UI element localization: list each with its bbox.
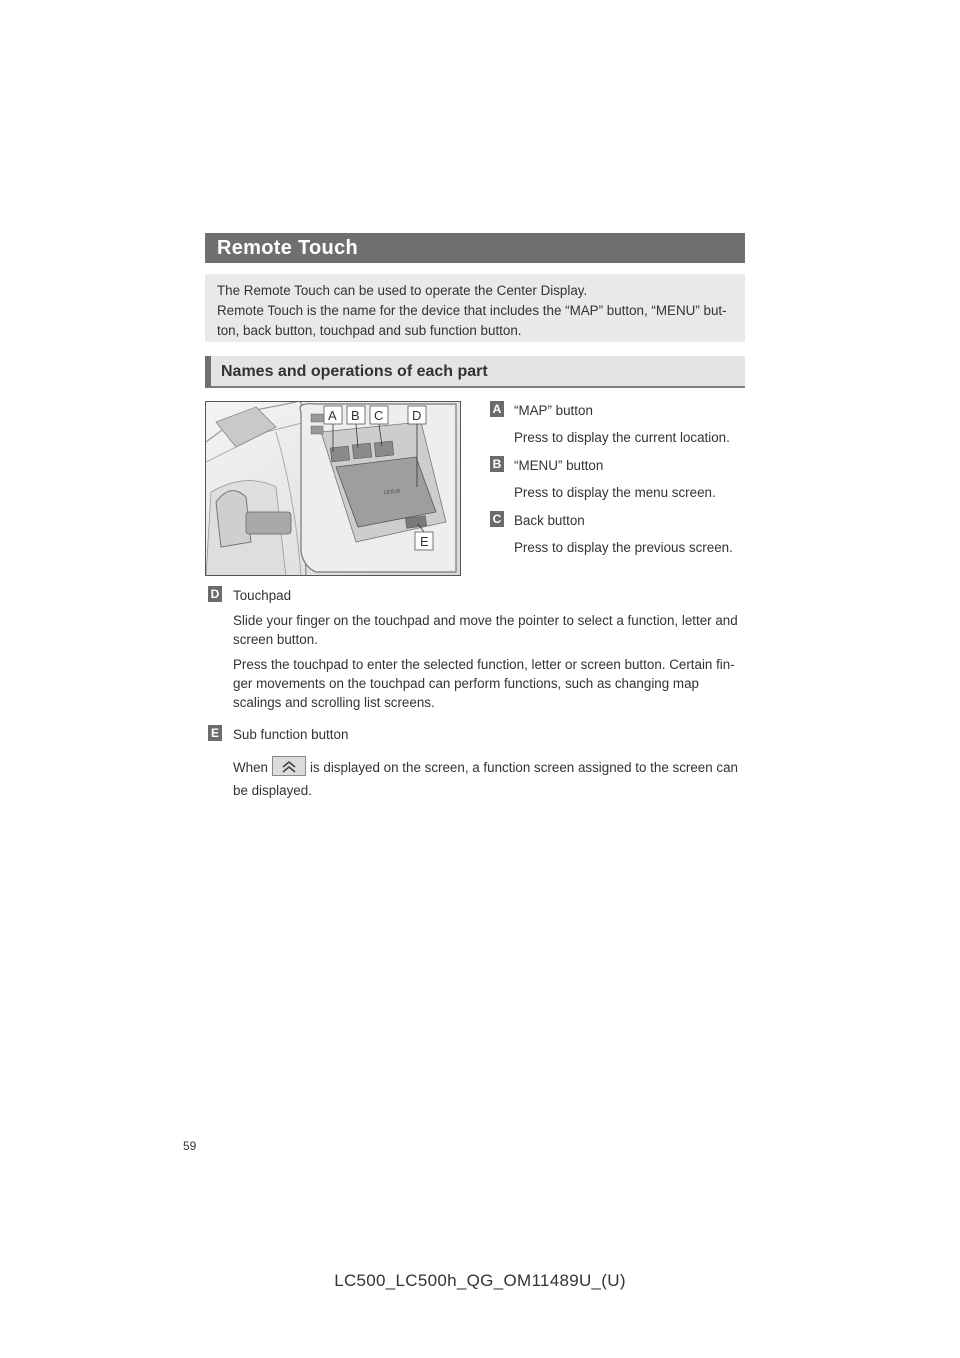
intro-line: The Remote Touch can be used to operate the Center Display. — [217, 283, 588, 298]
section-title: Remote Touch — [205, 233, 745, 263]
item-desc-d — [233, 611, 745, 718]
remote-touch-illustration — [205, 401, 461, 576]
item-desc-d-para: Press the touchpad to enter the selected function, letter or screen button. Certain fin-ger movements on the touchpad can perform functions, such as changing map scalings and scrolling list screens. — [233, 657, 735, 710]
double-chevron-up-icon — [272, 756, 306, 776]
item-title-b: “MENU” button — [514, 458, 604, 473]
intro-line: Remote Touch is the name for the device that includes the “MAP” button, “MENU” but- — [217, 303, 727, 318]
pad-logo: LEXUS — [383, 488, 401, 496]
item-desc-b: Press to display the menu screen. — [514, 485, 716, 500]
item-badge-b: B — [490, 456, 504, 472]
callout-a: A — [328, 408, 337, 423]
item-title-c: Back button — [514, 513, 585, 528]
callout-c: C — [374, 408, 384, 423]
item-desc-a: Press to display the current location. — [514, 430, 730, 445]
page-number: 59 — [183, 1139, 197, 1153]
item-badge-d: D — [208, 586, 222, 602]
item-desc-e-after: is displayed on the screen, a function screen assigned to the screen can be displayed. — [233, 760, 739, 798]
item-desc-c: Press to display the previous screen. — [514, 540, 733, 555]
item-title-d: Touchpad — [233, 588, 292, 603]
item-badge-c: C — [490, 511, 504, 527]
intro-box — [205, 274, 745, 342]
item-desc-e — [233, 756, 745, 802]
item-desc-d-para: Slide your finger on the touchpad and move the pointer to select a function, letter and screen button. — [233, 613, 738, 647]
callout-d: D — [412, 408, 422, 423]
item-title-e: Sub function button — [233, 727, 349, 742]
item-badge-e: E — [208, 725, 222, 741]
page-footer: LC500_LC500h_QG_OM11489U_(U) — [334, 1271, 626, 1290]
subsection-title: Names and operations of each part — [205, 356, 745, 388]
callout-e: E — [420, 534, 429, 549]
callout-b: B — [351, 408, 360, 423]
console-drawing — [206, 402, 461, 576]
item-title-a: “MAP” button — [514, 403, 593, 418]
item-desc-e-before: When — [233, 760, 268, 775]
item-badge-a: A — [490, 401, 504, 417]
intro-line: ton, back button, touchpad and sub function button. — [217, 323, 522, 338]
